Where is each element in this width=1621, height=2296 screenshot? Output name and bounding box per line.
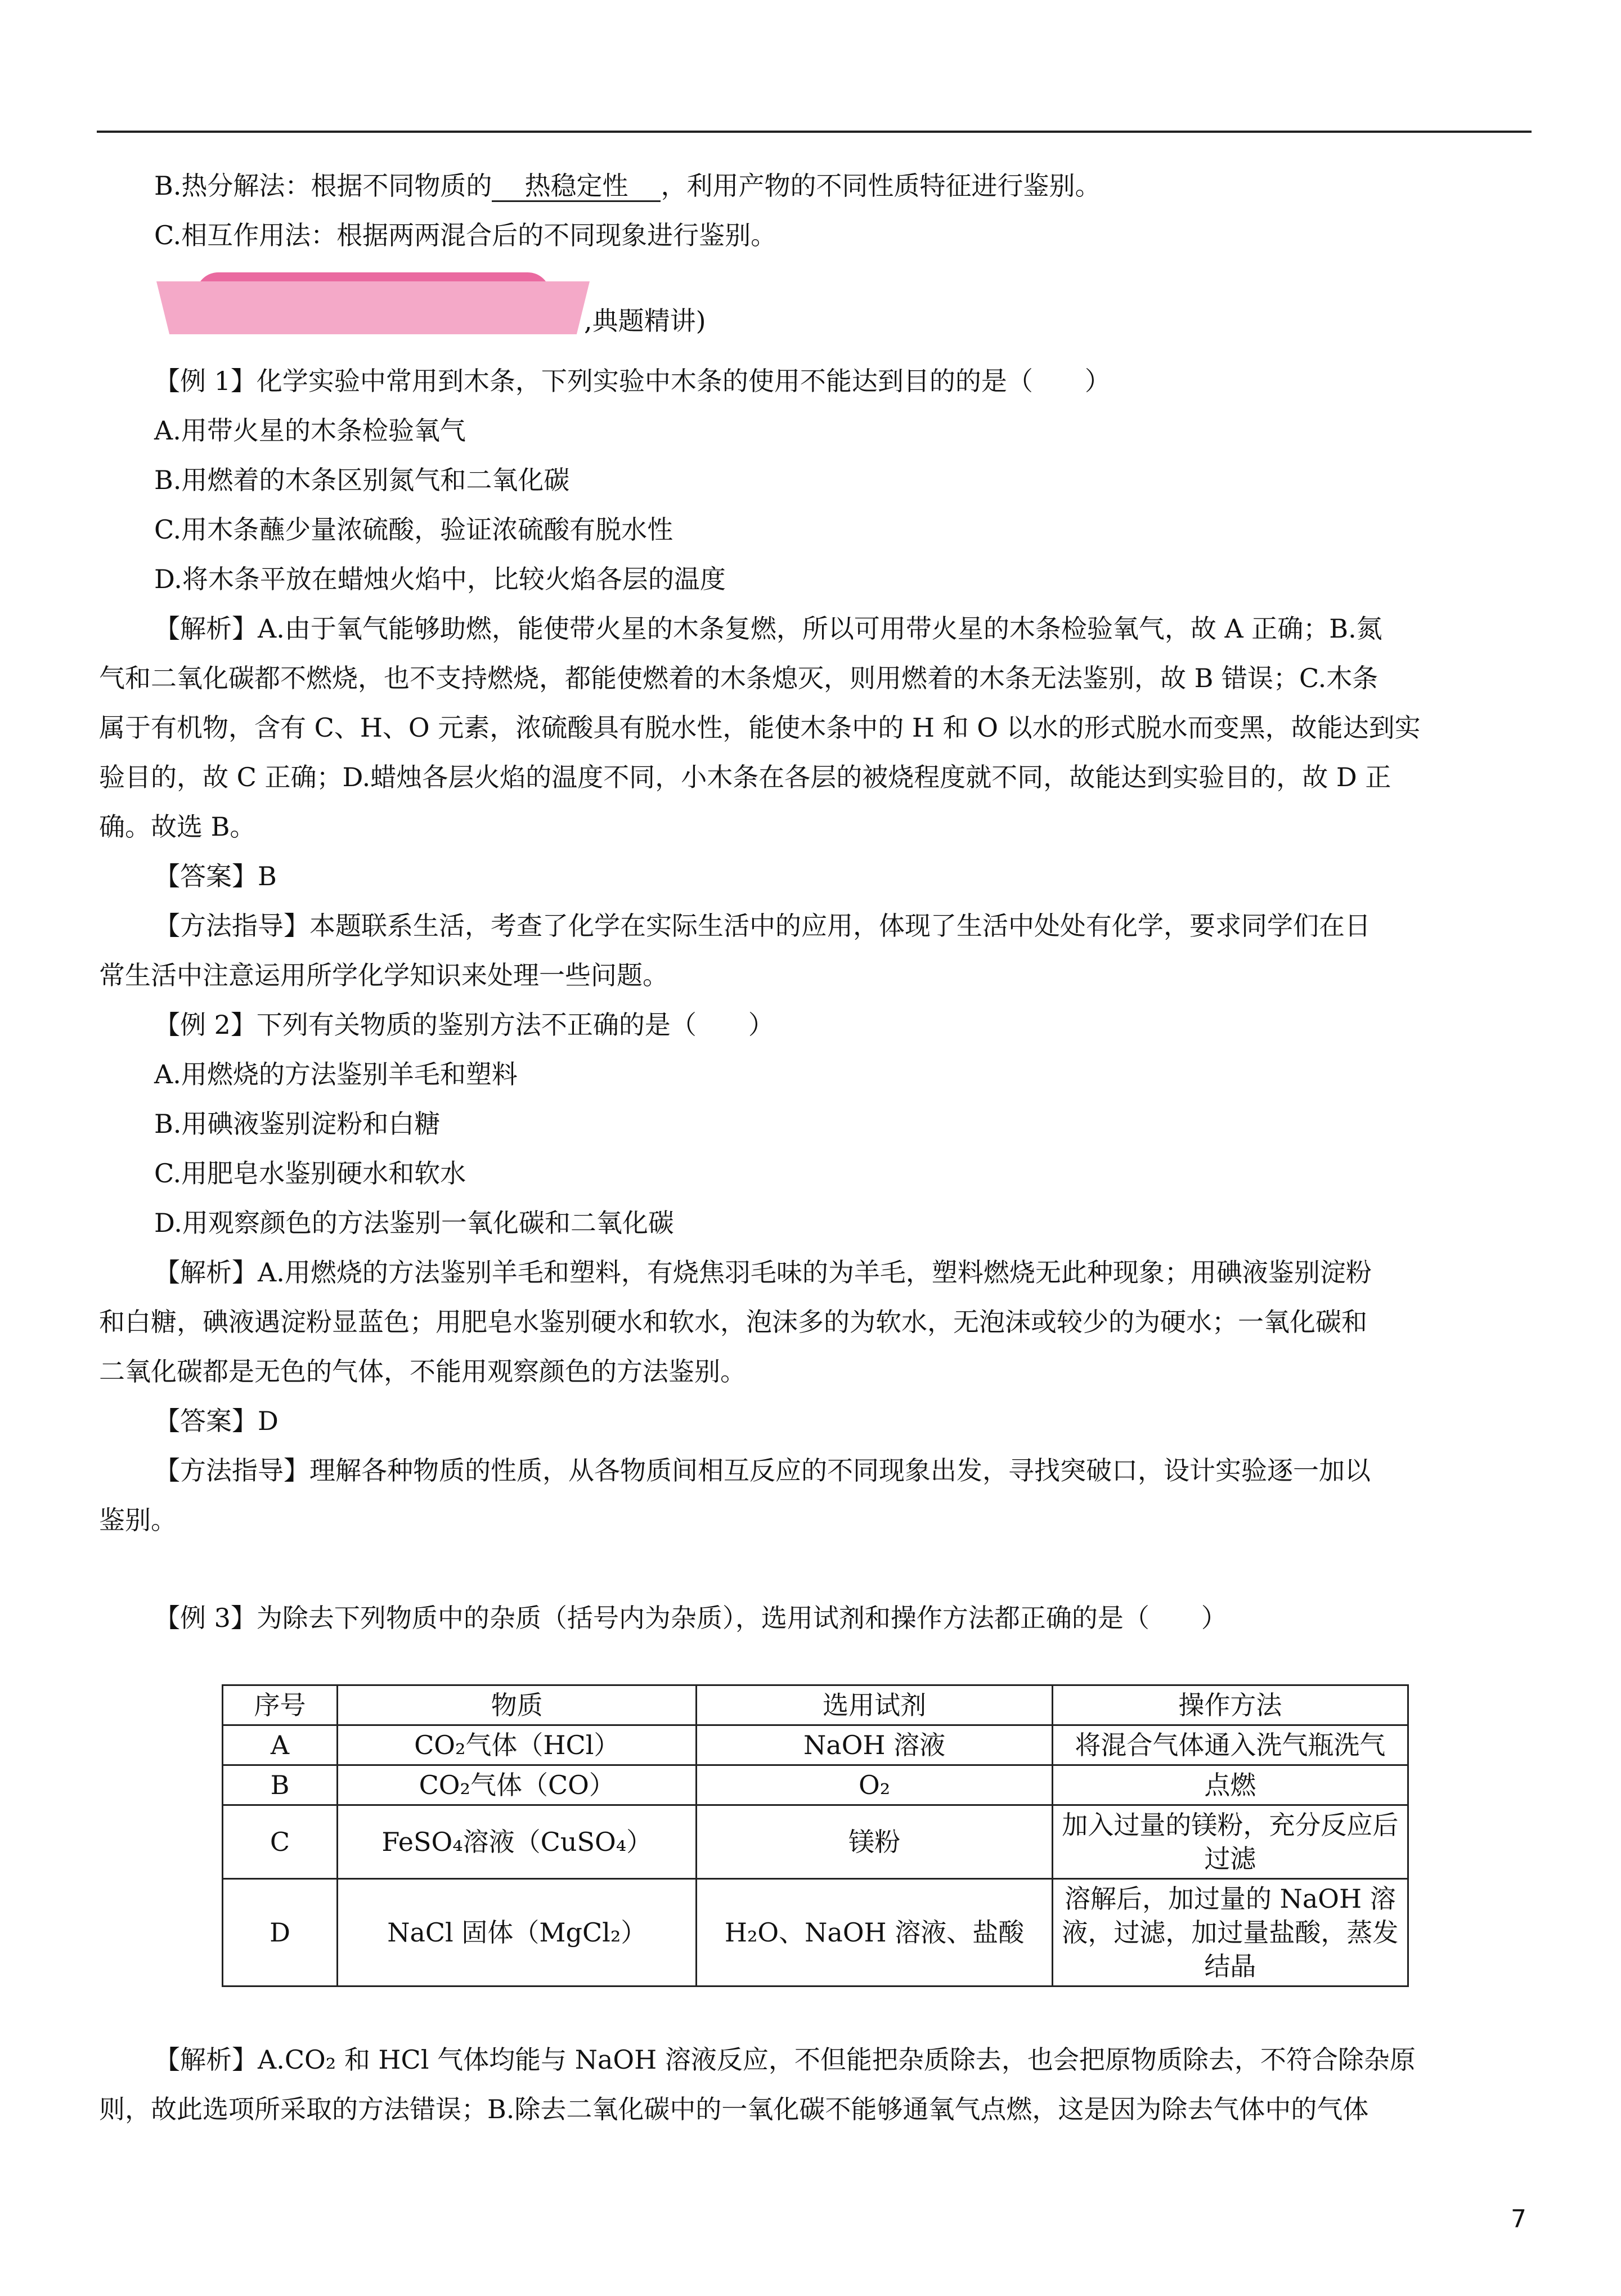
- table-cell: C: [223, 1805, 338, 1879]
- question-3: 【例 3】为除去下列物质中的杂质（括号内为杂质），选用试剂和操作方法都正确的是（ ）: [154, 1603, 1227, 1633]
- table-cell: H₂O、NaOH 溶液、盐酸: [697, 1879, 1052, 1986]
- analysis-line: 【解析】A.CO₂ 和 HCl 气体均能与 NaOH 溶液反应，不但能把杂质除去，也会把原物质除去，不符合除杂原: [154, 2044, 1416, 2075]
- table-cell: 溶解后，加过量的 NaOH 溶液，过滤，加过量盐酸，蒸发结晶: [1052, 1879, 1408, 1986]
- table-cell: B: [223, 1765, 338, 1805]
- option-a: A.用带火星的木条检验氧气: [154, 415, 466, 446]
- answer-1: 【答案】B: [154, 861, 277, 891]
- table-cell: FeSO₄溶液（CuSO₄）: [338, 1805, 697, 1879]
- option-c: C.用木条蘸少量浓硫酸，验证浓硫酸有脱水性: [154, 514, 673, 545]
- table-cell: NaCl 固体（MgCl₂）: [338, 1879, 697, 1986]
- question-2: 【例 2】下列有关物质的鉴别方法不正确的是（ ）: [154, 1010, 774, 1040]
- table-row: [223, 1805, 1408, 1879]
- option-d: D.将木条平放在蜡烛火焰中，比较火焰各层的温度: [154, 564, 726, 594]
- fill-blank-answer: 热稳定性: [492, 171, 661, 202]
- analysis-line: 【解析】A.用燃烧的方法鉴别羊毛和塑料，有烧焦羽毛味的为羊毛，塑料燃烧无此种现象；用碘液鉴别淀粉: [154, 1257, 1372, 1288]
- analysis-line: 则，故此选项所采取的方法错误；B.除去二氧化碳中的一氧化碳不能够通氧气点燃，这是因为除去气体中的气体: [99, 2094, 1369, 2124]
- analysis-line: 确。故选 B。: [99, 811, 256, 842]
- text-segment: ，利用产物的不同性质特征进行鉴别。: [661, 171, 1101, 201]
- analysis-line: 和白糖，碘液遇淀粉显蓝色；用肥皂水鉴别硬水和软水，泡沫多的为软水，无泡沫或较少的为硬水；一氧化碳和: [99, 1307, 1367, 1337]
- section-tab-graphic: [156, 272, 590, 334]
- option-b: B.用碘液鉴别淀粉和白糖: [154, 1109, 441, 1139]
- analysis-line: 属于有机物，含有 C、H、O 元素，浓硫酸具有脱水性，能使木条中的 H 和 O 以水的形式脱水而变黑，故能达到实: [99, 712, 1421, 743]
- analysis-line: 【解析】A.由于氧气能够助燃，能使带火星的木条复燃，所以可用带火星的木条检验氧气，故 A 正确；B.氮: [154, 613, 1382, 644]
- table-cell: O₂: [697, 1765, 1052, 1805]
- table-row: [223, 1879, 1408, 1986]
- method-line: 鉴别。: [99, 1505, 177, 1535]
- text-segment: B.热分解法：根据不同物质的: [154, 171, 492, 201]
- page-number: 7: [1511, 2205, 1526, 2234]
- answer-2: 【答案】D: [154, 1406, 279, 1436]
- option-a: A.用燃烧的方法鉴别羊毛和塑料: [154, 1059, 518, 1089]
- col-header: 选用试剂: [697, 1685, 1052, 1725]
- method-line: 常生活中注意运用所学化学知识来处理一些问题。: [99, 960, 668, 990]
- table-cell: 将混合气体通入洗气瓶洗气: [1052, 1725, 1408, 1765]
- method-line: 【方法指导】理解各种物质的性质，从各物质间相互反应的不同现象出发，寻找突破口，设计实验逐一加以: [154, 1455, 1371, 1486]
- tab-body-shape: [156, 281, 590, 334]
- col-header: 操作方法: [1052, 1685, 1408, 1725]
- option-b: B.用燃着的木条区别氮气和二氧化碳: [154, 465, 570, 495]
- analysis-line: 二氧化碳都是无色的气体，不能用观察颜色的方法鉴别。: [99, 1356, 746, 1387]
- option-c: C.用肥皂水鉴别硬水和软水: [154, 1158, 466, 1189]
- table-cell: CO₂气体（CO）: [338, 1765, 697, 1805]
- table-cell: D: [223, 1879, 338, 1986]
- header-rule: [97, 131, 1532, 133]
- col-header: 序号: [223, 1685, 338, 1725]
- analysis-line: 验目的，故 C 正确；D.蜡烛各层火焰的温度不同，小木条在各层的被烧程度就不同，故能达到实验目的，故 D 正: [99, 762, 1391, 792]
- table-cell: NaOH 溶液: [697, 1725, 1052, 1765]
- method-line: 【方法指导】本题联系生活，考查了化学在实际生活中的应用，体现了生活中处处有化学，要求同学们在日: [154, 911, 1371, 941]
- impurity-table: [222, 1684, 1409, 1987]
- table-row: [223, 1725, 1408, 1765]
- table-cell: 加入过量的镁粉，充分反应后过滤: [1052, 1805, 1408, 1879]
- analysis-line: 气和二氧化碳都不燃烧，也不支持燃烧，都能使燃着的木条熄灭，则用燃着的木条无法鉴别，故 B 错误；C.木条: [99, 663, 1378, 693]
- table-cell: 镁粉: [697, 1805, 1052, 1879]
- table-cell: A: [223, 1725, 338, 1765]
- question-1: 【例 1】化学实验中常用到木条，下列实验中木条的使用不能达到目的的是（ ）: [154, 366, 1111, 396]
- table-header-row: [223, 1685, 1408, 1725]
- section-title: ,典题精讲): [584, 306, 706, 336]
- text-line: [154, 169, 1101, 203]
- table-cell: 点燃: [1052, 1765, 1408, 1805]
- table-row: [223, 1765, 1408, 1805]
- col-header: 物质: [338, 1685, 697, 1725]
- table-cell: CO₂气体（HCl）: [338, 1725, 697, 1765]
- option-d: D.用观察颜色的方法鉴别一氧化碳和二氧化碳: [154, 1208, 674, 1238]
- text-line: C.相互作用法：根据两两混合后的不同现象进行鉴别。: [154, 220, 777, 250]
